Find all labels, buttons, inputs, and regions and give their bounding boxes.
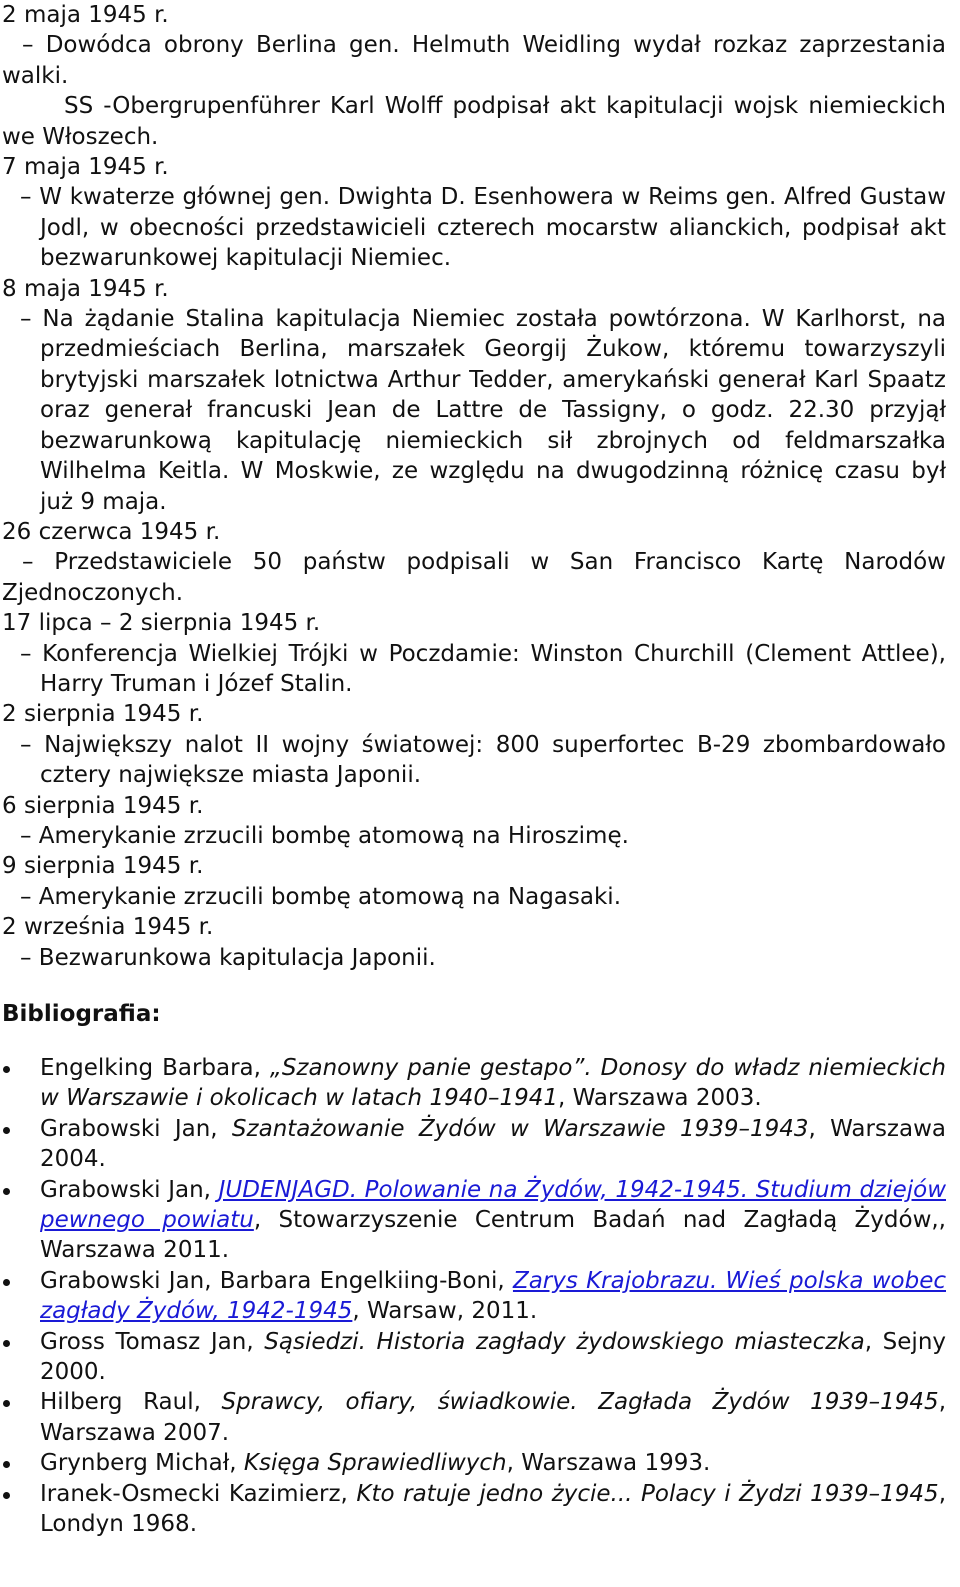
timeline-date: 9 sierpnia 1945 r. <box>2 853 204 880</box>
bullet-icon <box>3 1461 10 1468</box>
citation-text: Grynberg Michał, <box>40 1450 244 1477</box>
timeline-event: – Konferencja Wielkiej Trójki w Poczdamie: Winston Churchill (Clement Attlee), Harry Truman i Józef Stalin. <box>20 640 946 697</box>
timeline-event: – Amerykanie zrzucili bombę atomową na Nagasaki. <box>20 883 621 910</box>
timeline-event: – Największy nalot II wojny światowej: 800 superfortec B-29 zbombardowało cztery największe miasta Japonii. <box>20 731 946 789</box>
book-title-link[interactable]: JUDENJAGD. Polowanie na Żydów, 1942-1945. Studium dziejów pewnego powiatu <box>40 1176 946 1234</box>
bullet-icon <box>3 1340 10 1347</box>
bibliography-item <box>2 1053 946 1114</box>
bibliography-item <box>2 1266 946 1327</box>
citation-text: Engelking Barbara, <box>40 1055 270 1081</box>
timeline-date: 7 maja 1945 r. <box>2 154 169 181</box>
book-title: „Szanowny panie gestapo”. Donosy do władz niemieckich w Warszawie i okolicach w latach 1940–1941 <box>40 1055 946 1112</box>
book-title-link[interactable]: Zarys Krajobrazu. Wieś polska wobec zagłady Żydów, 1942-1945 <box>40 1267 946 1325</box>
bibliography-item <box>2 1448 946 1478</box>
bibliography-item <box>2 1387 946 1448</box>
timeline-event: – Na żądanie Stalina kapitulacja Niemiec została powtórzona. W Karlhorst, na przedmieściach Berlina, marszałek Georgij Żukow, któremu towarzyszyli brytyjski marszałek lotnictwa Arthur Tedder, amerykański generał Karl Spaatz oraz generał francuski Jean de Lattre de Tassigny, o godz. 22.30 przyjął bezwarunkową kapitulację niemieckich sił zbrojnych od feldmarszałka Wilhelma Keitla. W Moskwie, ze względu na dwugodzinną różnicę czasu był już 9 maja. <box>20 306 946 515</box>
timeline-date: 26 czerwca 1945 r. <box>2 518 221 545</box>
citation-text: , Warszawa 2007. <box>40 1389 946 1446</box>
citation-text: , Warszawa 2004. <box>40 1115 946 1173</box>
bullet-icon <box>3 1400 10 1407</box>
book-title: Księga Sprawiedliwych <box>243 1450 507 1477</box>
timeline-date: 2 maja 1945 r. <box>2 2 169 28</box>
citation-text: , Warsaw, 2011. <box>352 1298 538 1325</box>
timeline-event: SS -Obergrupenführer Karl Wolff podpisał akt kapitulacji wojsk niemieckich we Włoszech. <box>2 93 946 150</box>
timeline-date: 6 sierpnia 1945 r. <box>2 792 204 819</box>
citation-text: , Warszawa 2003. <box>558 1085 762 1112</box>
bullet-icon <box>3 1279 10 1286</box>
citation-text: Iranek-Osmecki Kazimierz, <box>40 1480 357 1507</box>
timeline-date: 2 sierpnia 1945 r. <box>2 701 204 728</box>
bibliography-item <box>2 1175 946 1266</box>
citation-text: , Londyn 1968. <box>40 1480 946 1538</box>
bibliography-item <box>2 1114 946 1175</box>
timeline-date: 2 września 1945 r. <box>2 914 214 941</box>
book-title: Kto ratuje jedno życie... Polacy i Żydzi 1939–1945 <box>356 1480 939 1507</box>
timeline-event: – Bezwarunkowa kapitulacja Japonii. <box>20 944 436 971</box>
bullet-icon <box>3 1492 10 1499</box>
document-page <box>2 0 946 1587</box>
citation-text: Gross Tomasz Jan, <box>40 1328 265 1355</box>
book-title: Sprawcy, ofiary, świadkowie. Zagłada Żydów 1939–1945 <box>221 1389 939 1416</box>
timeline-event: – Amerykanie zrzucili bombę atomową na Hiroszimę. <box>20 822 629 849</box>
citation-text: Grabowski Jan, <box>40 1115 232 1142</box>
timeline-date: 8 maja 1945 r. <box>2 275 169 302</box>
bibliography-item <box>2 1327 946 1388</box>
chronology-timeline <box>2 0 946 973</box>
citation-text: Grabowski Jan, <box>40 1176 219 1203</box>
citation-text: Hilberg Raul, <box>40 1389 222 1416</box>
citation-text: , Sejny 2000. <box>40 1328 946 1386</box>
timeline-event: – Dowódca obrony Berlina gen. Helmuth Weidling wydał rozkaz zaprzestania walki. <box>2 32 946 89</box>
bullet-icon <box>3 1127 10 1134</box>
bibliography-heading: Bibliografia: <box>2 1001 161 1027</box>
book-title: Szantażowanie Żydów w Warszawie 1939–1943 <box>231 1115 809 1142</box>
book-title: Sąsiedzi. Historia zagłady żydowskiego miasteczka <box>264 1328 865 1355</box>
timeline-event: – Przedstawiciele 50 państw podpisali w San Francisco Kartę Narodów Zjednoczonych. <box>2 549 946 606</box>
timeline-event: – W kwaterze głównej gen. Dwighta D. Esenhowera w Reims gen. Alfred Gustaw Jodl, w obecności przedstawicieli czterech mocarstw alianckich, podpisał akt bezwarunkowej kapitulacji Niemiec. <box>20 184 946 272</box>
bullet-icon <box>3 1188 10 1195</box>
bibliography-list <box>2 1053 946 1540</box>
bullet-icon <box>3 1066 10 1073</box>
timeline-date: 17 lipca – 2 sierpnia 1945 r. <box>2 610 321 637</box>
citation-text: Grabowski Jan, Barbara Engelkiing-Boni, <box>40 1267 513 1294</box>
citation-text: , Warszawa 1993. <box>506 1450 711 1477</box>
citation-text: , Stowarzyszenie Centrum Badań nad Zagładą Żydów,, Warszawa 2011. <box>40 1207 946 1264</box>
bibliography-item <box>2 1479 946 1540</box>
